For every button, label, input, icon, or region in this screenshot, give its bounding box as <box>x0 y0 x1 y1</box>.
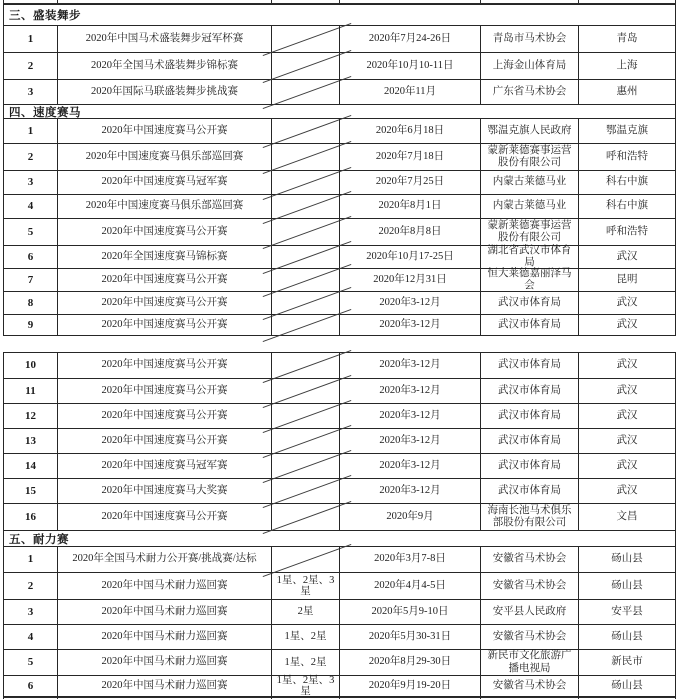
table-row <box>4 403 675 428</box>
organizer-cell: 广东省马术协会 <box>480 80 578 104</box>
row-number-cell: 14 <box>25 459 36 472</box>
location-cell: 昆明 <box>578 269 675 291</box>
row-number-cell: 11 <box>25 384 36 397</box>
row-number-cell: 6 <box>27 679 34 692</box>
row-number-cell: 16 <box>25 510 36 523</box>
date-cell: 2020年3-12月 <box>339 454 480 478</box>
date-cell: 2020年3-12月 <box>339 379 480 403</box>
organizer-cell: 恒大莱德嘉丽泽马会 <box>480 269 578 291</box>
row-number-cell: 10 <box>25 359 36 372</box>
table-row <box>4 245 675 268</box>
table-row <box>4 79 675 104</box>
date-cell: 2020年6月18日 <box>339 119 480 143</box>
events-table <box>3 4 676 336</box>
events-table-part-2 <box>3 352 676 697</box>
table-row <box>4 218 675 245</box>
event-name-cell: 2020年中国速度赛马公开赛 <box>57 379 271 403</box>
column-tick <box>578 0 579 3</box>
level-cell <box>271 26 339 52</box>
event-name-cell: 2020年中国速度赛马公开赛 <box>57 429 271 453</box>
organizer-cell: 蒙新莱德赛事运营股份有限公司 <box>480 144 578 170</box>
level-cell: 2星 <box>271 600 339 624</box>
table-row <box>4 314 675 335</box>
date-cell: 2020年3-12月 <box>339 479 480 503</box>
event-name-cell: 2020年中国马术盛装舞步冠军杯赛 <box>57 26 271 52</box>
row-number-cell: 2 <box>27 150 34 163</box>
date-cell: 2020年8月1日 <box>339 195 480 218</box>
event-name-cell: 2020年中国马术耐力巡回赛 <box>57 625 271 649</box>
row-number-cell: 4 <box>27 200 34 213</box>
section-title: 三、盛装舞步 <box>9 10 81 22</box>
date-cell: 2020年7月25日 <box>339 171 480 194</box>
event-name-cell: 2020年中国马术耐力巡回赛 <box>57 676 271 696</box>
date-cell: 2020年9月 <box>339 504 480 530</box>
event-name-cell: 2020年中国速度赛马俱乐部巡回赛 <box>57 195 271 218</box>
event-name-cell: 2020年全国马术盛装舞步锦标赛 <box>57 53 271 79</box>
column-tick <box>271 0 272 3</box>
events-table <box>3 352 676 697</box>
row-number-cell: 9 <box>27 318 34 331</box>
table-row <box>4 503 675 530</box>
table-row <box>4 546 675 572</box>
organizer-cell: 武汉市体育局 <box>480 292 578 314</box>
table-row <box>4 453 675 478</box>
event-name-cell: 2020年中国速度赛马公开赛 <box>57 269 271 291</box>
date-cell: 2020年7月18日 <box>339 144 480 170</box>
organizer-cell: 安徽省马术协会 <box>480 676 578 696</box>
section-header <box>4 5 675 25</box>
location-cell: 武汉 <box>578 479 675 503</box>
event-name-cell: 2020年中国速度赛马公开赛 <box>57 353 271 378</box>
level-cell: 1星、2星 <box>271 625 339 649</box>
column-tick <box>57 0 58 3</box>
level-cell <box>271 547 339 572</box>
date-cell: 2020年3-12月 <box>339 353 480 378</box>
location-cell: 文昌 <box>578 504 675 530</box>
location-cell: 科右中旗 <box>578 195 675 218</box>
date-cell: 2020年4月4-5日 <box>339 573 480 599</box>
table-row <box>4 478 675 503</box>
event-name-cell: 2020年中国速度赛马公开赛 <box>57 292 271 314</box>
date-cell: 2020年7月24-26日 <box>339 26 480 52</box>
date-cell: 2020年3-12月 <box>339 315 480 335</box>
section-title: 五、耐力赛 <box>9 533 69 546</box>
date-cell: 2020年5月9-10日 <box>339 600 480 624</box>
location-cell: 新民市 <box>578 650 675 675</box>
table-row <box>4 52 675 79</box>
level-cell <box>271 53 339 79</box>
level-cell <box>271 379 339 403</box>
location-cell: 武汉 <box>578 315 675 335</box>
location-cell: 青岛 <box>578 26 675 52</box>
level-cell <box>271 454 339 478</box>
level-cell <box>271 195 339 218</box>
date-cell: 2020年11月 <box>339 80 480 104</box>
level-cell <box>271 219 339 245</box>
row-number-cell: 1 <box>27 32 34 45</box>
table-row <box>4 25 675 52</box>
table-row <box>4 118 675 143</box>
location-cell: 武汉 <box>578 429 675 453</box>
event-name-cell: 2020年中国速度赛马俱乐部巡回赛 <box>57 144 271 170</box>
location-cell: 呼和浩特 <box>578 144 675 170</box>
event-name-cell: 2020年中国速度赛马公开赛 <box>57 315 271 335</box>
row-number-cell: 2 <box>27 579 34 592</box>
row-number-cell: 3 <box>27 176 34 189</box>
table-row <box>4 624 675 649</box>
event-name-cell: 2020年中国马术耐力巡回赛 <box>57 573 271 599</box>
table-row <box>4 378 675 403</box>
organizer-cell: 内蒙古莱德马业 <box>480 171 578 194</box>
date-cell: 2020年8月8日 <box>339 219 480 245</box>
organizer-cell: 海南长池马术俱乐部股份有限公司 <box>480 504 578 530</box>
location-cell: 安平县 <box>578 600 675 624</box>
organizer-cell: 蒙新莱德赛事运营股份有限公司 <box>480 219 578 245</box>
row-number-cell: 4 <box>27 630 34 643</box>
table-row <box>4 291 675 314</box>
organizer-cell: 武汉市体育局 <box>480 454 578 478</box>
date-cell: 2020年12月31日 <box>339 269 480 291</box>
level-cell <box>271 315 339 335</box>
row-number-cell: 12 <box>25 409 36 422</box>
row-number-cell: 2 <box>27 59 34 72</box>
location-cell: 鄂温克旗 <box>578 119 675 143</box>
row-number-cell: 13 <box>25 434 36 447</box>
level-cell <box>271 171 339 194</box>
event-name-cell: 2020年中国速度赛马大奖赛 <box>57 479 271 503</box>
location-cell: 科右中旗 <box>578 171 675 194</box>
table-row <box>4 599 675 624</box>
organizer-cell: 武汉市体育局 <box>480 429 578 453</box>
table-row <box>4 194 675 218</box>
row-number-cell: 3 <box>27 605 34 618</box>
row-number-cell: 5 <box>27 656 34 669</box>
level-cell <box>271 80 339 104</box>
table-row <box>4 143 675 170</box>
event-name-cell: 2020年中国速度赛马冠军赛 <box>57 171 271 194</box>
location-cell: 砀山县 <box>578 676 675 696</box>
section-title: 四、速度赛马 <box>9 106 81 119</box>
organizer-cell: 安徽省马术协会 <box>480 573 578 599</box>
row-number-cell: 1 <box>27 124 34 137</box>
level-cell <box>271 269 339 291</box>
section-header <box>4 530 675 546</box>
location-cell: 武汉 <box>578 454 675 478</box>
column-tick <box>339 0 340 3</box>
row-number-cell: 8 <box>27 296 34 309</box>
date-cell: 2020年9月19-20日 <box>339 676 480 696</box>
event-name-cell: 2020年中国速度赛马冠军赛 <box>57 454 271 478</box>
level-cell <box>271 353 339 378</box>
location-cell: 武汉 <box>578 404 675 428</box>
date-cell: 2020年3-12月 <box>339 404 480 428</box>
organizer-cell: 湖北省武汉市体育局 <box>480 246 578 268</box>
table-row <box>4 353 675 378</box>
event-name-cell: 2020年中国速度赛马公开赛 <box>57 119 271 143</box>
organizer-cell: 安平县人民政府 <box>480 600 578 624</box>
level-cell: 1星、2星、3星 <box>271 573 339 599</box>
row-number-cell: 1 <box>27 553 34 566</box>
event-name-cell: 2020年中国速度赛马公开赛 <box>57 219 271 245</box>
event-name-cell: 2020年全国速度赛马锦标赛 <box>57 246 271 268</box>
row-number-cell: 15 <box>25 484 36 497</box>
level-cell <box>271 119 339 143</box>
events-table-part-1 <box>3 4 676 336</box>
location-cell: 砀山县 <box>578 547 675 572</box>
row-number-cell: 6 <box>27 250 34 263</box>
event-name-cell: 2020年中国马术耐力巡回赛 <box>57 600 271 624</box>
date-cell: 2020年3-12月 <box>339 429 480 453</box>
organizer-cell: 安徽省马术协会 <box>480 547 578 572</box>
level-cell <box>271 292 339 314</box>
organizer-cell: 上海金山体育局 <box>480 53 578 79</box>
level-cell: 1星、2星 <box>271 650 339 675</box>
level-cell <box>271 144 339 170</box>
level-cell <box>271 504 339 530</box>
location-cell: 砀山县 <box>578 573 675 599</box>
organizer-cell: 青岛市马术协会 <box>480 26 578 52</box>
date-cell: 2020年10月17-25日 <box>339 246 480 268</box>
level-cell <box>271 246 339 268</box>
table-row <box>4 170 675 194</box>
location-cell: 武汉 <box>578 379 675 403</box>
section-header <box>4 104 675 118</box>
location-cell: 呼和浩特 <box>578 219 675 245</box>
event-name-cell: 2020年中国速度赛马公开赛 <box>57 504 271 530</box>
date-cell: 2020年10月10-11日 <box>339 53 480 79</box>
event-name-cell: 2020年中国速度赛马公开赛 <box>57 404 271 428</box>
table-row <box>4 572 675 599</box>
location-cell: 惠州 <box>578 80 675 104</box>
organizer-cell: 内蒙古莱德马业 <box>480 195 578 218</box>
table-row <box>4 428 675 453</box>
level-cell <box>271 429 339 453</box>
organizer-cell: 武汉市体育局 <box>480 353 578 378</box>
level-cell <box>271 479 339 503</box>
row-number-cell: 7 <box>27 273 34 286</box>
organizer-cell: 武汉市体育局 <box>480 479 578 503</box>
table-row <box>4 649 675 675</box>
row-number-cell: 3 <box>27 85 34 98</box>
date-cell: 2020年5月30-31日 <box>339 625 480 649</box>
organizer-cell: 武汉市体育局 <box>480 404 578 428</box>
row-number-cell: 5 <box>27 225 34 238</box>
location-cell: 武汉 <box>578 353 675 378</box>
level-cell <box>271 404 339 428</box>
level-cell: 1星、2星、3星 <box>271 676 339 696</box>
location-cell: 武汉 <box>578 292 675 314</box>
location-cell: 武汉 <box>578 246 675 268</box>
event-name-cell: 2020年中国马术耐力巡回赛 <box>57 650 271 675</box>
organizer-cell: 新民市文化旅游广播电视局 <box>480 650 578 675</box>
organizer-cell: 武汉市体育局 <box>480 315 578 335</box>
location-cell: 上海 <box>578 53 675 79</box>
date-cell: 2020年3月7-8日 <box>339 547 480 572</box>
event-name-cell: 2020年全国马术耐力公开赛/挑战赛/达标 <box>57 547 271 572</box>
column-tick <box>480 0 481 3</box>
location-cell: 砀山县 <box>578 625 675 649</box>
date-cell: 2020年8月29-30日 <box>339 650 480 675</box>
table-row <box>4 268 675 291</box>
date-cell: 2020年3-12月 <box>339 292 480 314</box>
organizer-cell: 鄂温克旗人民政府 <box>480 119 578 143</box>
event-name-cell: 2020年国际马联盛装舞步挑战赛 <box>57 80 271 104</box>
organizer-cell: 安徽省马术协会 <box>480 625 578 649</box>
organizer-cell: 武汉市体育局 <box>480 379 578 403</box>
table-row <box>4 675 675 696</box>
